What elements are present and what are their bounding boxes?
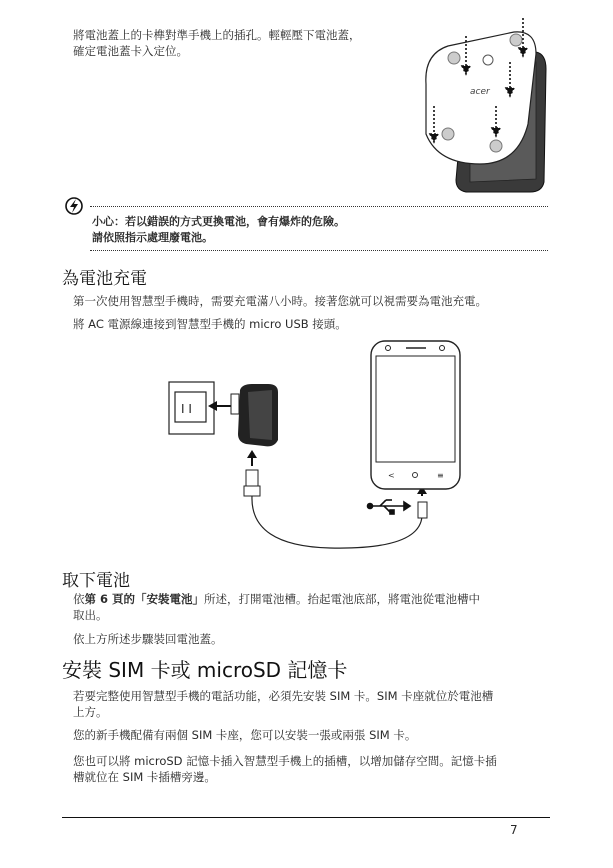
page-number: 7 (510, 823, 518, 837)
footer-rule (62, 817, 550, 818)
caution-lightning-icon (64, 196, 86, 218)
caution-bottom-divider (90, 250, 548, 251)
caution-top-divider (90, 206, 548, 207)
remove-paragraph-2: 依上方所述步驟裝回電池蓋。 (73, 632, 223, 646)
sim-paragraph-1 (73, 688, 493, 720)
charging-paragraph-1: 第一次使用智慧型手機時，需要充電滿八小時。接著您就可以視需要為電池充電。 (73, 294, 487, 308)
remove-p1-line-2: 取出。 (73, 608, 108, 622)
svg-text:<: < (388, 471, 395, 480)
sim-heading: 安裝 SIM 卡或 microSD 記憶卡 (62, 658, 348, 682)
cover-brand-logo: acer (470, 87, 490, 97)
intro-text (73, 27, 361, 59)
svg-text:≡: ≡ (437, 471, 444, 480)
remove-p1-prefix: 依 (73, 592, 85, 606)
sim-paragraph-3 (73, 753, 497, 785)
sim-p1-line-2: 上方。 (73, 705, 108, 719)
remove-p1-rest: 所述，打開電池槽。抬起電池底部，將電池從電池槽中 (204, 592, 481, 606)
caution-line-2: 請依照指示處理廢電池。 (92, 231, 213, 244)
outlet-label: I I (181, 402, 192, 416)
charging-illustration (160, 336, 470, 556)
usb-icon (368, 500, 411, 514)
caution-line-1: 小心：若以錯誤的方式更換電池，會有爆炸的危險。 (92, 215, 345, 228)
battery-cover-illustration (418, 14, 550, 194)
remove-heading: 取下電池 (62, 571, 130, 591)
caution-text (92, 214, 345, 246)
remove-p1-reference[interactable]: 第 6 頁的「安裝電池」 (84, 592, 205, 606)
intro-line-1: 將電池蓋上的卡榫對準手機上的插孔。輕輕壓下電池蓋， (73, 28, 361, 42)
charging-heading: 為電池充電 (62, 269, 147, 289)
sim-p3-line-2: 槽就位在 SIM 卡插槽旁邊。 (73, 770, 216, 784)
intro-line-2: 確定電池蓋卡入定位。 (73, 44, 188, 58)
sim-paragraph-2: 您的新手機配備有兩個 SIM 卡座，您可以安裝一張或兩張 SIM 卡。 (73, 728, 417, 742)
charging-paragraph-2: 將 AC 電源線連接到智慧型手機的 micro USB 接頭。 (73, 317, 347, 331)
sim-p1-line-1: 若要完整使用智慧型手機的電話功能，必須先安裝 SIM 卡。SIM 卡座就位於電池槽 (73, 689, 494, 703)
sim-p3-line-1: 您也可以將 microSD 記憶卡插入智慧型手機上的插槽，以增加儲存空間。記憶卡插 (73, 754, 497, 768)
remove-paragraph-1 (73, 591, 480, 623)
